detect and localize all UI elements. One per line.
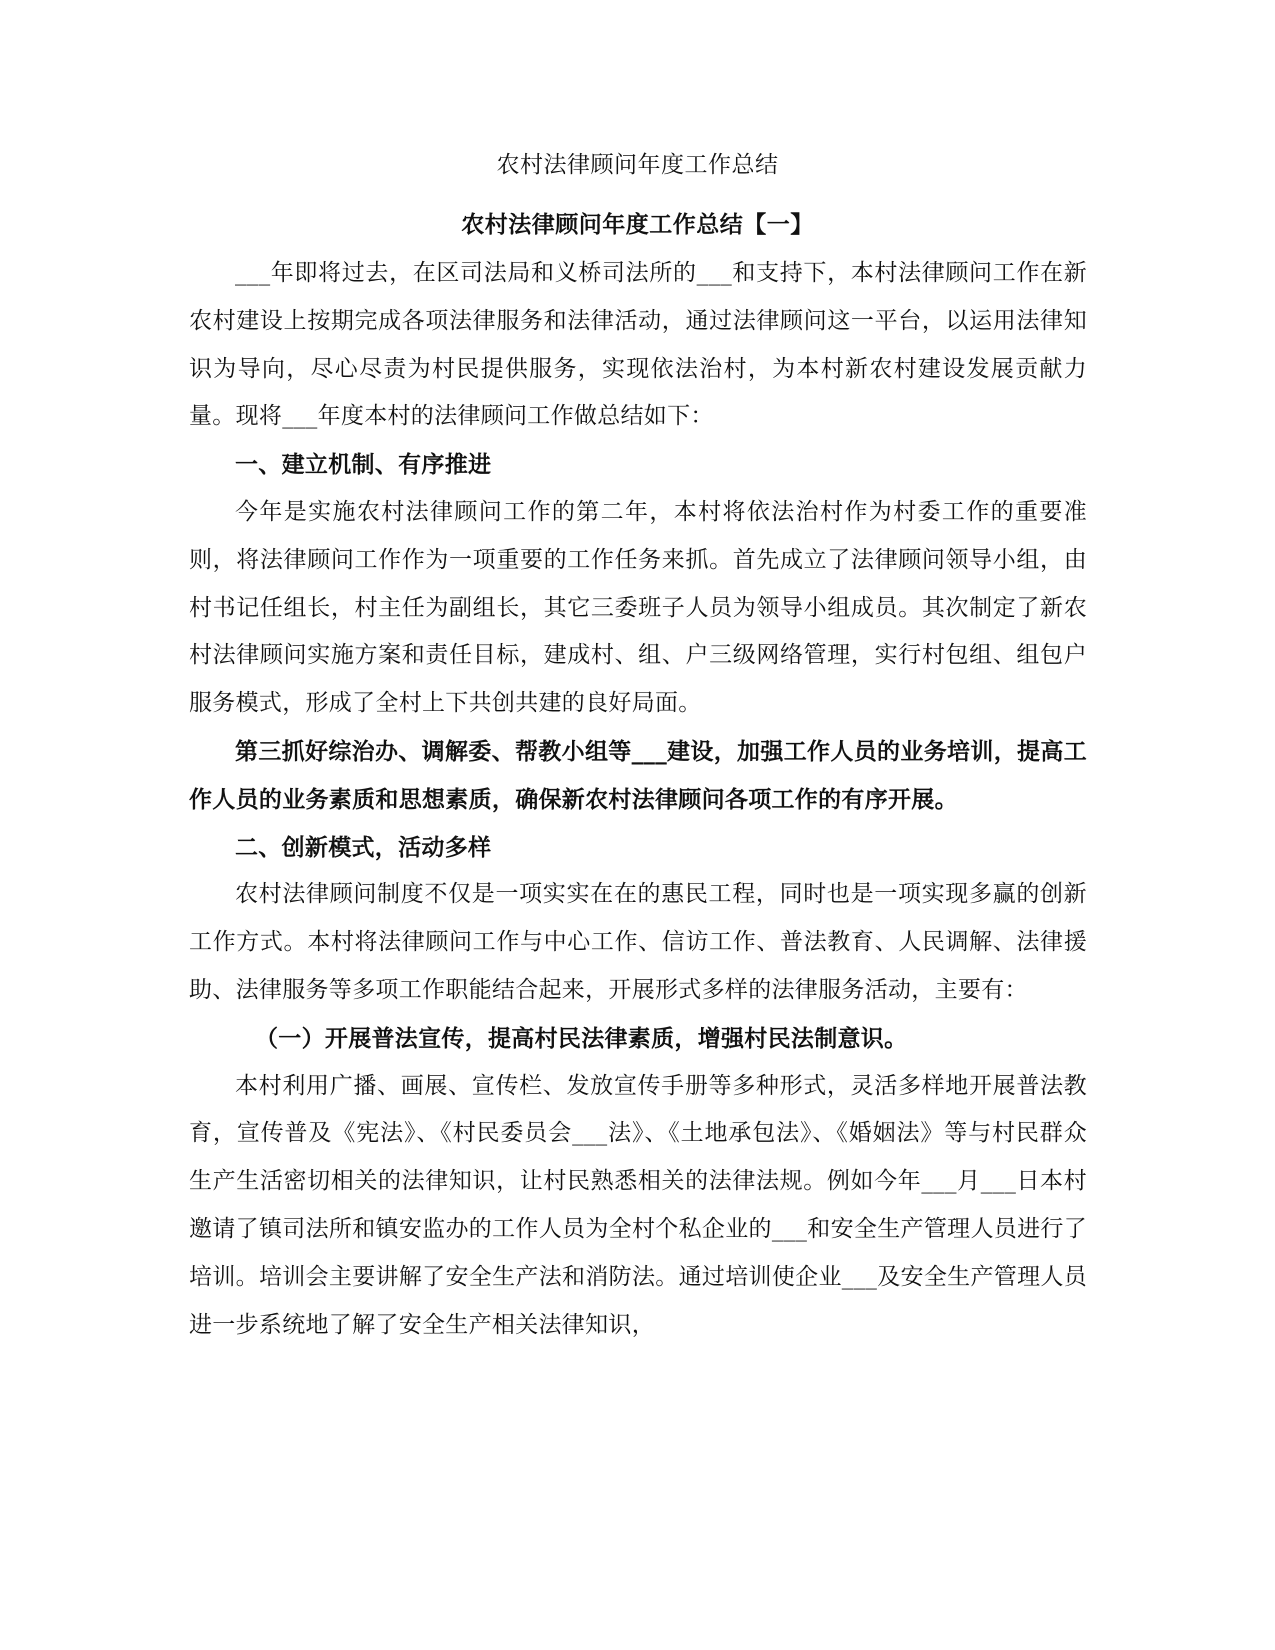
subsection-1-paragraph: 本村利用广播、画展、宣传栏、发放宣传手册等多种形式，灵活多样地开展普法教育，宣传普及《宪法》、《村民委员会___法》、《土地承包法》、《婚姻法》等与村民群众生产生活密切相关的法律知识，让村民熟悉相关的法律法规。例如今年___月___日本村邀请了镇司法所和镇安监办的工作人员为全村个私企业的___和安全生产管理人员进行了培训。培训会主要讲解了安全生产法和消防法。通过培训使企业___及安全生产管理人员进一步系统地了解了安全生产相关法律知识， <box>189 1072 1087 1338</box>
section-2-paragraph: 农村法律顾问制度不仅是一项实实在在的惠民工程，同时也是一项实现多赢的创新工作方式。本村将法律顾问工作与中心工作、信访工作、普法教育、人民调解、法律援助、法律服务等多项工作职能结合起来，开展形式多样的法律服务活动，主要有： <box>189 881 1087 1003</box>
section-1-bold-paragraph: 第三抓好综治办、调解委、帮教小组等___建设，加强工作人员的业务培训，提高工作人员的业务素质和思想素质，确保新农村法律顾问各项工作的有序开展。 <box>189 737 1087 813</box>
section-heading-2: 二、创新模式，活动多样 <box>235 833 492 861</box>
section-heading-1: 一、建立机制、有序推进 <box>235 451 492 479</box>
subsection-heading-1: （一）开展普法宣传，提高村民法律素质，增强村民法制意识。 <box>255 1024 908 1052</box>
section-1-paragraph: 今年是实施农村法律顾问工作的第二年，本村将依法治村作为村委工作的重要准则，将法律顾问工作作为一项重要的工作任务来抓。首先成立了法律顾问领导小组，由村书记任组长，村主任为副组长，其它三委班子人员为领导小组成员。其次制定了新农村法律顾问实施方案和责任目标，建成村、组、户三级网络管理，实行村包组、组包户服务模式，形成了全村上下共创共建的良好局面。 <box>189 498 1087 717</box>
document-title: 农村法律顾问年度工作总结 <box>496 152 779 178</box>
intro-paragraph: ___年即将过去，在区司法局和义桥司法所的___和支持下，本村法律顾问工作在新农村建设上按期完成各项法律服务和法律活动，通过法律顾问这一平台，以运用法律知识为导向，尽心尽责为村民提供服务，实现依法治村，为本村新农村建设发展贡献力量。现将___年度本村的法律顾问工作做总结如下： <box>189 260 1087 430</box>
document-subtitle: 农村法律顾问年度工作总结【一】 <box>461 211 814 238</box>
document-body <box>189 250 1087 1349</box>
